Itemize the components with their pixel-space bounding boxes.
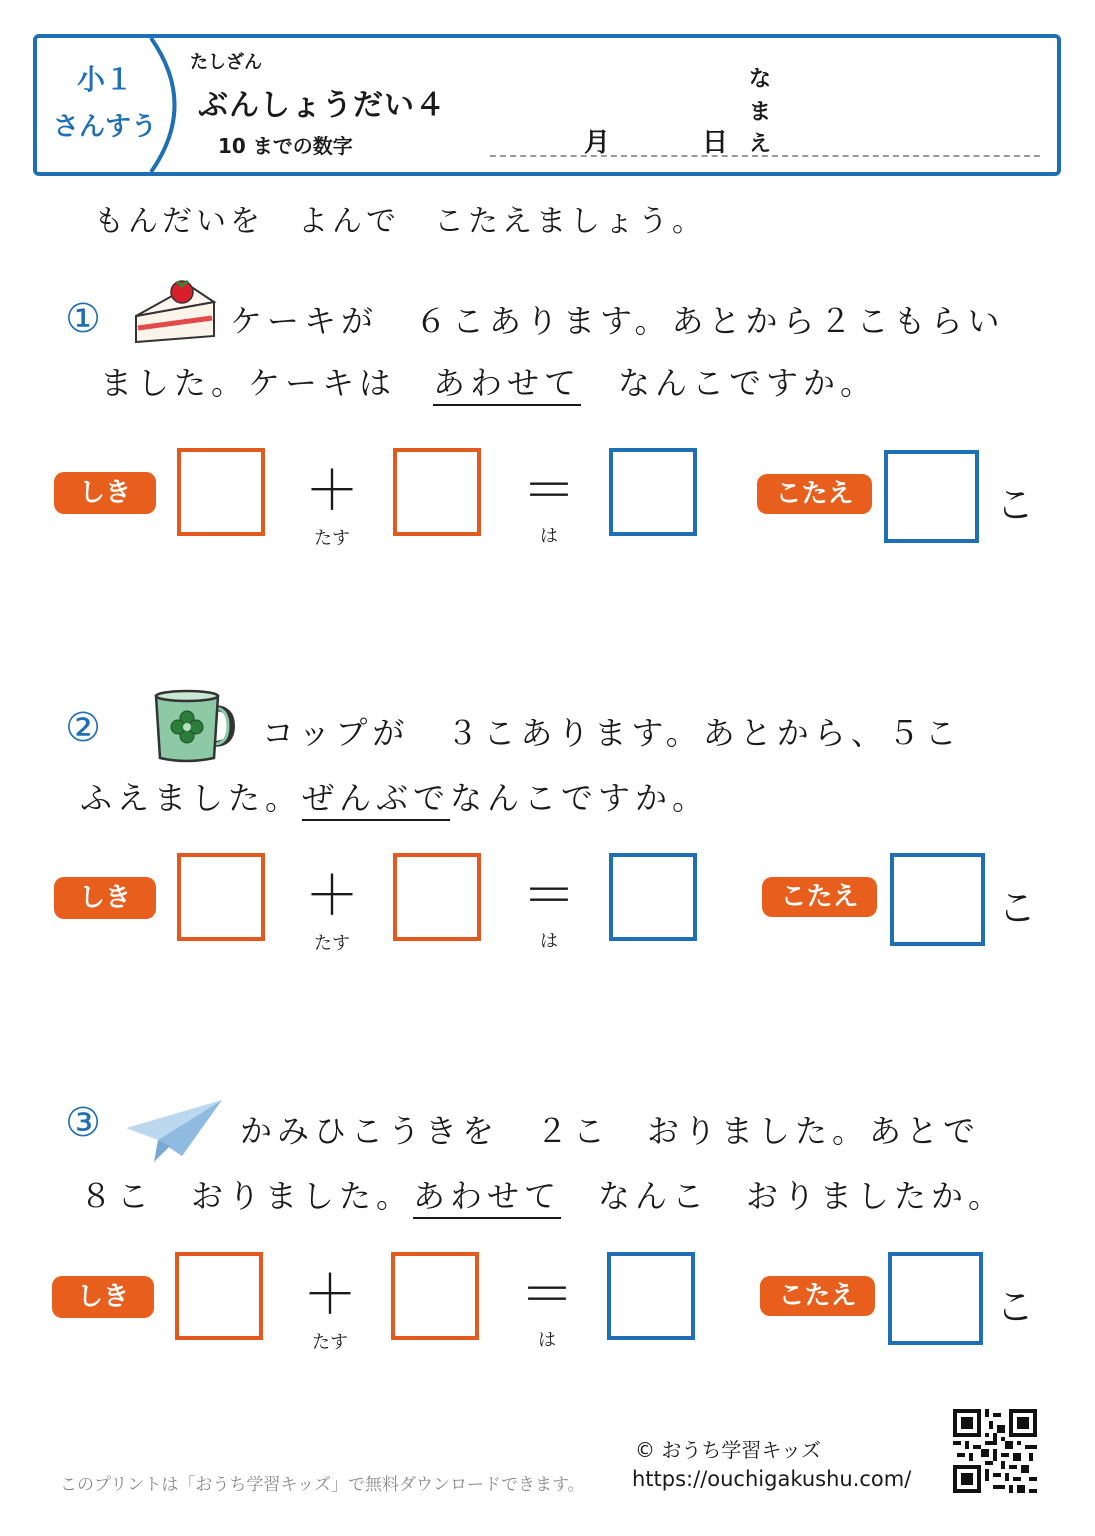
plus-reading-1: たす bbox=[314, 528, 350, 549]
grade-label: 小１ bbox=[76, 63, 133, 96]
plus-reading-3: たす bbox=[312, 1332, 348, 1353]
q2-answer-box[interactable] bbox=[890, 853, 985, 946]
unit-label-1: こ bbox=[996, 483, 1035, 527]
footer-copyright: © おうち学習キッズ bbox=[635, 1438, 821, 1462]
worksheet-subtitle: 10 までの数字 bbox=[218, 134, 353, 158]
question-number-3: ③ bbox=[65, 1100, 101, 1146]
plus-sign-2: ＋ bbox=[305, 864, 359, 927]
q3-addend-1-box[interactable] bbox=[175, 1252, 263, 1340]
name-label-3: え bbox=[748, 132, 771, 157]
question-number-1: ① bbox=[65, 296, 101, 342]
question-2-line-1: コップが ３こあります。あとから、５こ bbox=[262, 714, 962, 752]
equals-reading-1: は bbox=[540, 526, 558, 547]
formula-badge-3: しき bbox=[52, 1276, 154, 1318]
q2-addend-1-box[interactable] bbox=[177, 853, 265, 941]
equals-sign-1: ＝ bbox=[522, 459, 576, 522]
plus-sign-1: ＋ bbox=[305, 459, 359, 522]
instruction-text: もんだいを よんで こたえましょう。 bbox=[94, 204, 706, 239]
paper-plane-icon bbox=[124, 1098, 224, 1164]
answer-badge-3: こたえ bbox=[760, 1276, 875, 1316]
question-number-2: ② bbox=[65, 705, 101, 751]
question-1-line-2: ました。ケーキは あわせて なんこですか。 bbox=[100, 358, 877, 404]
equals-reading-3: は bbox=[538, 1330, 556, 1351]
unit-label-2: こ bbox=[998, 886, 1037, 930]
question-2-keyword: ぜんぶで bbox=[302, 779, 450, 821]
q3-sum-box[interactable] bbox=[607, 1252, 695, 1340]
q2-sum-box[interactable] bbox=[609, 853, 697, 941]
grade-tab-divider bbox=[33, 34, 193, 176]
name-label-1: な bbox=[748, 67, 771, 92]
q2-addend-2-box[interactable] bbox=[393, 853, 481, 941]
equals-sign-3: ＝ bbox=[520, 1263, 574, 1326]
question-3-line-1: かみひこうきを ２こ おりました。あとで bbox=[240, 1112, 981, 1150]
question-3-keyword: あわせて bbox=[413, 1177, 561, 1219]
unit-label-3: こ bbox=[996, 1285, 1035, 1329]
formula-badge-2: しき bbox=[54, 877, 156, 919]
question-3-line-2: ８こ おりました。あわせて なんこ おりましたか。 bbox=[80, 1171, 1005, 1217]
q3-addend-2-box[interactable] bbox=[391, 1252, 479, 1340]
question-1-keyword: あわせて bbox=[433, 364, 581, 406]
question-2-line-2: ふえました。ぜんぶでなんこですか。 bbox=[80, 773, 709, 819]
day-label: 日 bbox=[702, 128, 729, 158]
cup-icon bbox=[148, 688, 236, 764]
answer-badge-2: こたえ bbox=[762, 877, 877, 917]
topic-label: たしざん bbox=[190, 52, 262, 73]
subject-label: さんすう bbox=[52, 112, 157, 142]
plus-reading-2: たす bbox=[314, 933, 350, 954]
worksheet-title: ぶんしょうだい４ bbox=[198, 88, 446, 123]
q3-answer-box[interactable] bbox=[888, 1252, 983, 1345]
q1-addend-1-box[interactable] bbox=[177, 448, 265, 536]
answer-badge-1: こたえ bbox=[757, 474, 872, 514]
cake-icon bbox=[132, 276, 218, 346]
equals-sign-2: ＝ bbox=[522, 864, 576, 927]
month-label: 月 bbox=[584, 128, 611, 158]
qr-code-icon[interactable] bbox=[953, 1409, 1037, 1493]
plus-sign-3: ＋ bbox=[303, 1263, 357, 1326]
footer-note: このプリントは「おうち学習キッズ」で無料ダウンロードできます。 bbox=[60, 1475, 585, 1495]
formula-badge-1: しき bbox=[54, 472, 156, 514]
q1-sum-box[interactable] bbox=[609, 448, 697, 536]
name-label-2: ま bbox=[748, 100, 771, 125]
footer-url-link[interactable]: https://ouchigakushu.com/ bbox=[632, 1467, 912, 1491]
name-write-line[interactable] bbox=[490, 155, 1040, 157]
question-1-line-1: ケーキが ６こあります。あとから２こもらい bbox=[230, 302, 1005, 340]
q1-addend-2-box[interactable] bbox=[393, 448, 481, 536]
equals-reading-2: は bbox=[540, 931, 558, 952]
q1-answer-box[interactable] bbox=[884, 450, 979, 543]
